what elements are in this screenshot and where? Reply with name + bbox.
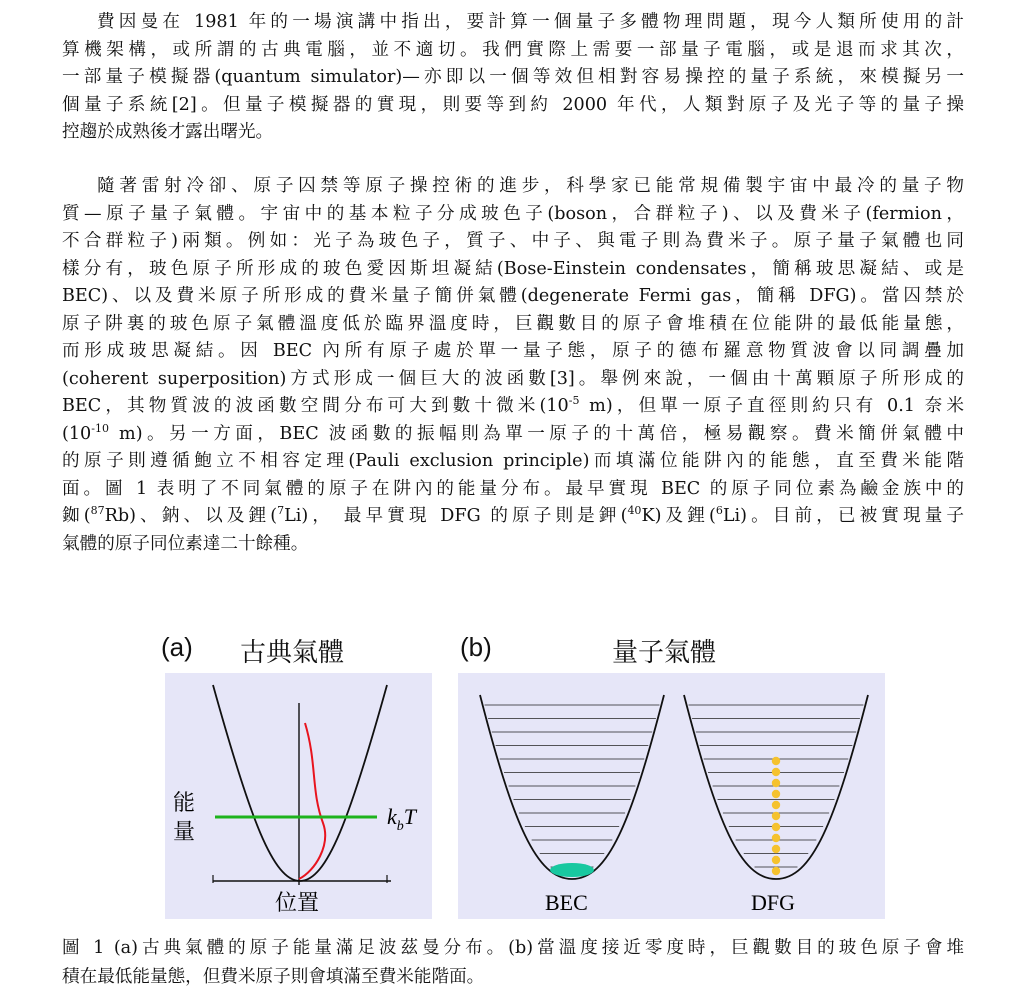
text-line: 原子阱裏的玻色原子氣體溫度低於臨界溫度時，巨觀數目的原子會堆積在位能阱的最低能量態， xyxy=(62,313,964,334)
fermion-atom xyxy=(772,801,780,809)
quantum-gas-diagram xyxy=(458,673,885,919)
text-line: 算機架構，或所謂的古典電腦，並不適切。我們實際上需要一部量子電腦，或是退而求其次， xyxy=(62,39,964,60)
text-line: 不合群粒子)兩類。例如：光子為玻色子，質子、中子、與電子則為費米子。原子量子氣體也同 xyxy=(62,231,964,251)
text-line: 費因曼在 1981 年的一場演講中指出，要計算一個量子多體物理問題，現今人類所使用的計 xyxy=(97,12,964,32)
paragraph-quantum-gases xyxy=(62,173,964,558)
fermion-atom xyxy=(772,757,780,765)
bec-potential-well xyxy=(480,695,664,879)
text-segment: Li)。目前，已被實現量子 xyxy=(722,506,965,526)
fermion-atom xyxy=(772,812,780,820)
text-segment: Rb)、鈉、以及鋰( xyxy=(104,506,278,526)
superscript: 40 xyxy=(627,504,642,518)
text-segment: (10 xyxy=(62,423,92,444)
text-segment: m)。另一方面，BEC 波函數的振幅則為單一原子的十萬倍，極易觀察。費米簡併氣體中 xyxy=(108,423,964,444)
superscript: 6 xyxy=(715,504,723,518)
text-segment: 銣( xyxy=(62,506,91,526)
superscript: 87 xyxy=(90,504,105,518)
text-line: 一部量子模擬器(quantum simulator)—亦即以一個等效但相對容易操控的量子系統，來模擬另一 xyxy=(62,67,964,87)
text-line xyxy=(62,421,964,449)
figure-caption xyxy=(62,934,964,992)
text-segment: Li)， 最早實現 DFG 的原子則是鉀( xyxy=(284,506,628,526)
position-label: 位置 xyxy=(275,891,320,916)
text-line: 樣分有，玻色原子所形成的玻色愛因斯坦凝結(Bose-Einstein condensates，簡稱玻思凝結、或是 xyxy=(62,258,964,279)
bec-energy-levels xyxy=(485,705,660,867)
superscript: -10 xyxy=(91,421,109,435)
figure-title-classical: 古典氣體 xyxy=(240,638,345,668)
text-line: 氣體的原子同位素達二十餘種。 xyxy=(62,533,309,554)
classical-gas-diagram xyxy=(165,673,432,919)
kbT-label: $k_bT$ xyxy=(387,804,417,834)
bec-condensate-cloud xyxy=(550,863,594,877)
boltzmann-distribution-curve xyxy=(299,723,325,879)
fermion-atom xyxy=(772,790,780,798)
caption-line: 積在最低能量態，但費米原子則會填滿至費米能階面。 xyxy=(62,967,485,987)
superscript: 7 xyxy=(277,504,285,518)
fermion-atom xyxy=(772,856,780,864)
dfg-label: DFG xyxy=(751,890,796,915)
figure-label-a: (a) xyxy=(161,632,193,662)
text-line: 質—原子量子氣體。宇宙中的基本粒子分成玻色子(boson，合群粒子)、以及費米子(fermion， xyxy=(62,203,964,224)
text-line: (coherent superposition)方式形成一個巨大的波函數[3]。舉例來說，一個由十萬顆原子所形成的 xyxy=(62,368,964,389)
fermion-atom xyxy=(772,823,780,831)
text-line xyxy=(62,503,964,531)
text-line: 控趨於成熟後才露出曙光。 xyxy=(62,122,274,142)
text-line: 個量子系統[2]。但量子模擬器的實現，則要等到約 2000 年代，人類對原子及光子等的量子操 xyxy=(62,94,964,115)
text-line xyxy=(62,393,964,421)
figure-panel-classical-gas xyxy=(165,673,432,919)
dfg-fermion-atoms xyxy=(772,757,780,875)
text-line: 的原子則遵循鮑立不相容定理(Pauli exclusion principle)而填滿位能阱內的能態，直至費米能階 xyxy=(62,451,964,471)
superscript: -5 xyxy=(568,394,580,408)
fermion-atom xyxy=(772,768,780,776)
figure-panel-quantum-gas xyxy=(458,673,885,919)
figure-label-b: (b) xyxy=(460,632,492,662)
fermion-atom xyxy=(772,867,780,875)
potential-well-curve xyxy=(213,685,387,881)
text-segment: K)及鋰( xyxy=(641,506,716,526)
text-segment: m)，但單一原子直徑則約只有 0.1 奈米 xyxy=(579,396,964,416)
energy-label-2: 量 xyxy=(173,820,196,845)
bec-label: BEC xyxy=(545,890,588,915)
fermion-atom xyxy=(772,834,780,842)
paragraph-feynman xyxy=(62,9,964,147)
energy-label-1: 能 xyxy=(173,791,196,816)
text-segment: BEC，其物質波的波函數空間分布可大到數十微米(10 xyxy=(62,396,569,416)
text-line: 面。圖 1 表明了不同氣體的原子在阱內的能量分布。最早實現 BEC 的原子同位素為鹼金族中的 xyxy=(62,478,964,499)
text-line: 隨著雷射冷卻、原子囚禁等原子操控術的進步，科學家已能常規備製宇宙中最冷的量子物 xyxy=(97,176,964,196)
figure-title-quantum: 量子氣體 xyxy=(612,638,717,668)
fermion-atom xyxy=(772,779,780,787)
fermion-atom xyxy=(772,845,780,853)
text-line: 而形成玻思凝結。因 BEC 內所有原子處於單一量子態，原子的德布羅意物質波會以同調疊加 xyxy=(62,341,964,361)
caption-line: 圖 1 (a)古典氣體的原子能量滿足波茲曼分布。(b)當溫度接近零度時，巨觀數目的玻色原子會堆 xyxy=(62,938,964,958)
text-line: BEC)、以及費米原子所形成的費米量子簡併氣體(degenerate Fermi gas，簡稱 DFG)。當囚禁於 xyxy=(62,286,964,306)
